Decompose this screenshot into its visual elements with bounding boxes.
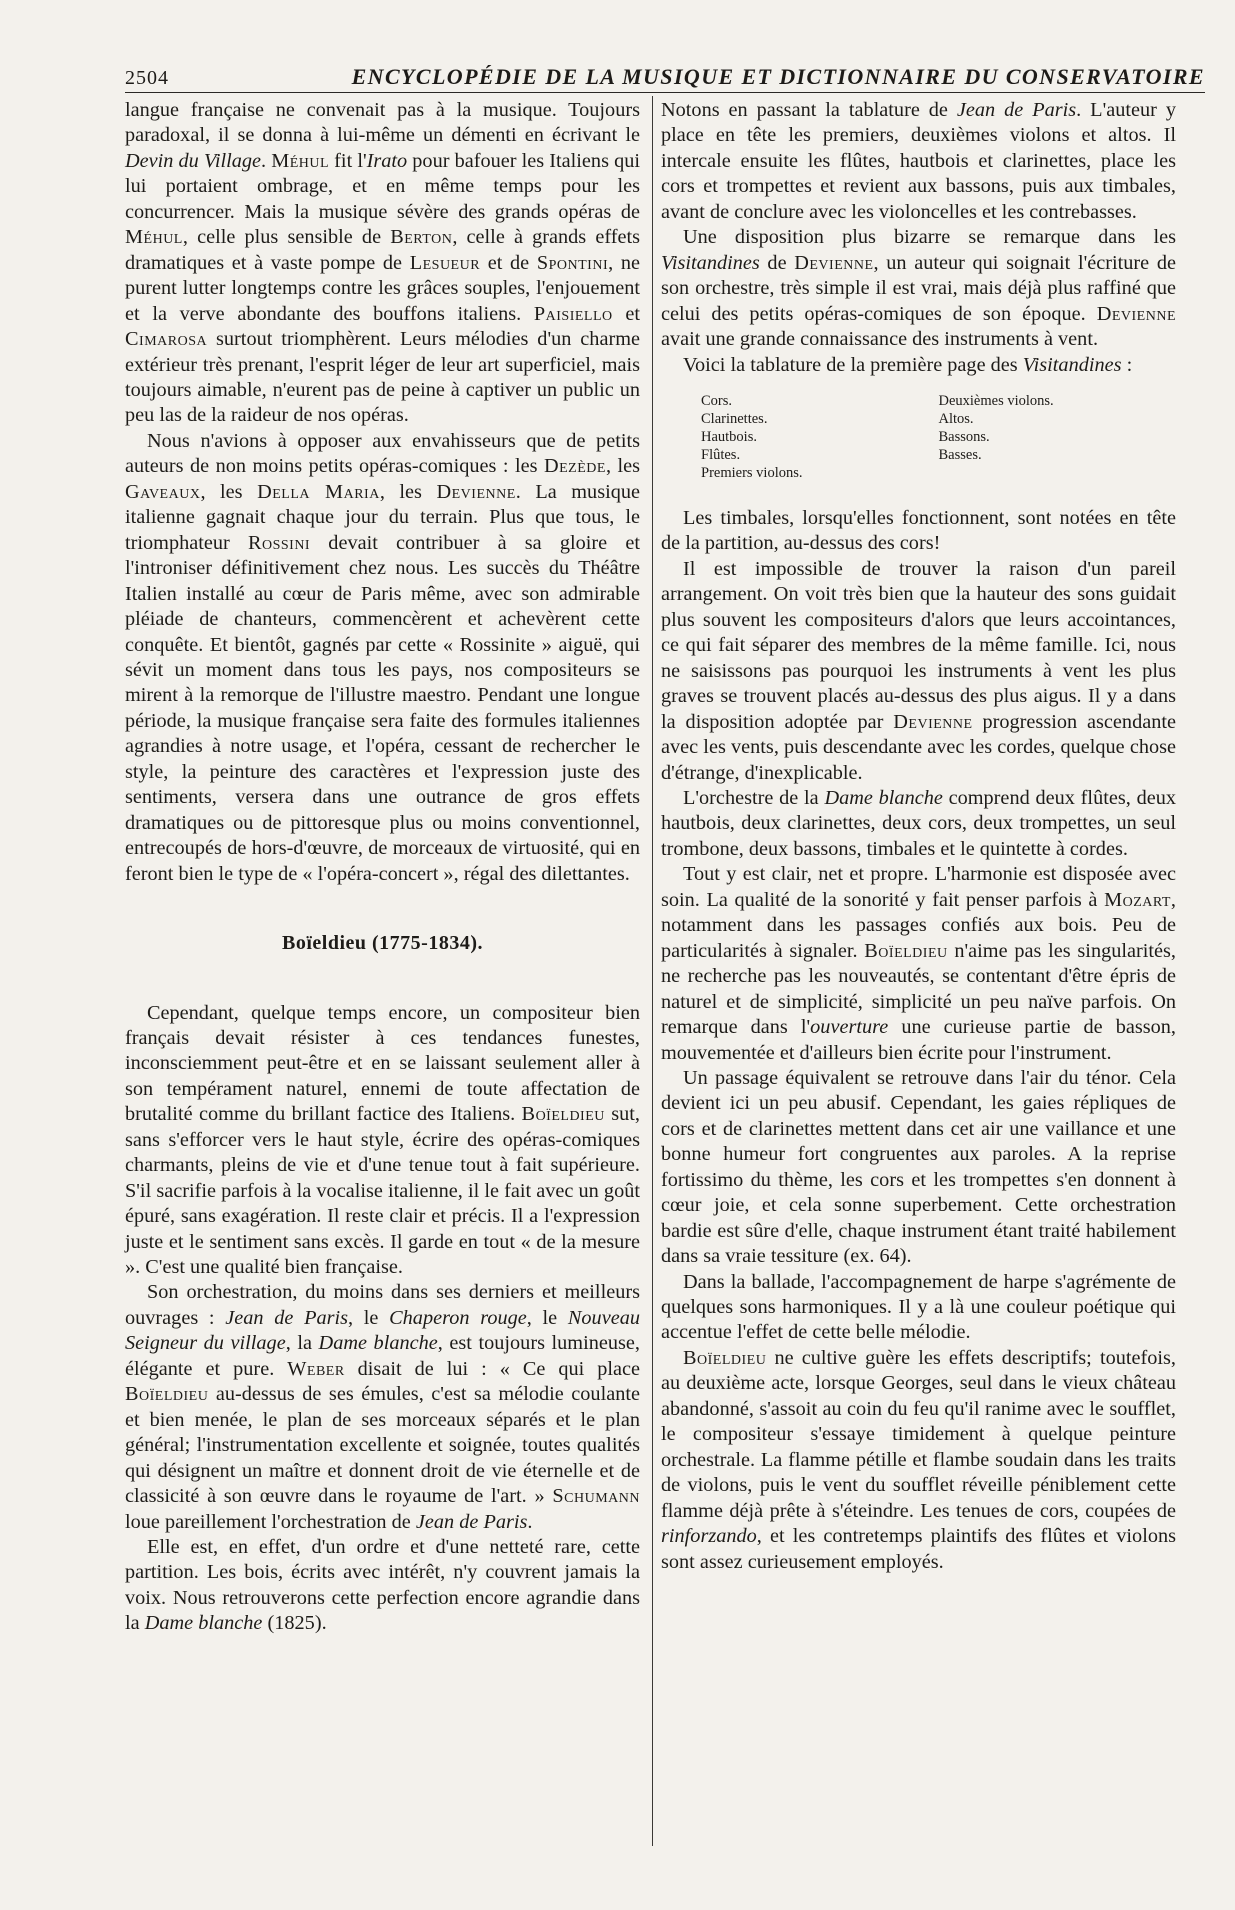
paragraph: L'orchestre de la Dame blanche comprend deux flûtes, deux hautbois, deux clarinettes, deux cors, deux trompettes, un seul trombone, deux bassons, timbales et le quintette à cordes. xyxy=(661,786,1176,860)
tablature-item: Hautbois. xyxy=(701,428,757,445)
paragraph: langue française ne convenait pas à la musique. Toujours paradoxal, il se donna à lui-même un démenti en écrivant le Devin du Village. Méhul fit l'Irato pour bafouer les Italiens qui lui portaient ombrage, et en même temps pour les concurrencer. Mais la musique sévère des grands opéras de Méhul, celle plus sensible de Berton, celle à grands effets dramatiques et à vaste pompe de Lesueur et de Spontini, ne purent lutter longtemps contre les grâces souples, l'enjouement et la verve abondante des bouffons italiens. Paisiello et Cimarosa surtout triomphèrent. Leurs mélodies d'un charme extérieur très prenant, l'esprit léger de leur art superficiel, mais toujours aimable, n'eurent pas de peine à captiver un public un peu las de la raideur de nos opéras. xyxy=(125,99,640,427)
tablature-list xyxy=(701,392,1176,482)
right-column xyxy=(661,98,1176,1575)
tablature-item: Basses. xyxy=(938,446,982,463)
tablature-item: Cors. xyxy=(701,392,733,409)
running-title: ENCYCLOPÉDIE DE LA MUSIQUE ET DICTIONNAIRE DU CONSERVATOIRE xyxy=(351,64,1205,89)
paragraph: Voici la tablature de la première page des Visitandines : xyxy=(683,353,1133,376)
paragraph: Boïeldieu ne cultive guère les effets descriptifs; toutefois, au deuxième acte, lorsque Georges, seul dans le vieux château abandonné, s'assoit au coin du feu qu'il ranime avec le soufflet, le compositeur s'essaye timidement à quelque peinture orchestrale. La flamme pétille et flambe soudain dans les traits de violons, puis le vent du soufflet réveille péniblement cette flamme déjà prête à s'éteindre. Les tenues de cors, coupées de rinforzando, et les contretemps plaintifs des flûtes et violons sont assez curieusement employés. xyxy=(661,1346,1176,1573)
paragraph: Les timbales, lorsqu'elles fonctionnent, sont notées en tête de la partition, au-dessus des cors! xyxy=(661,506,1176,555)
tablature-right-column xyxy=(939,392,1177,482)
paragraph: Elle est, en effet, d'un ordre et d'une netteté rare, cette partition. Les bois, écrits avec intérêt, n'y couvrent jamais la voix. Nous retrouverons cette perfection encore agrandie dans la Dame blanche (1825). xyxy=(125,1536,640,1635)
page-number: 2504 xyxy=(125,67,169,89)
paragraph: Une disposition plus bizarre se remarque dans les Visitandines de Devienne, un auteur qui soignait l'écriture de son orchestre, très simple il est vrai, mais déjà plus raffiné que celui des petits opéras-comiques de son époque. Devienne avait une grande connaissance des instruments à vent. xyxy=(661,226,1176,351)
tablature-item: Deuxièmes violons. xyxy=(938,392,1054,409)
column-divider xyxy=(652,96,653,1846)
paragraph: Il est impossible de trouver la raison d'un pareil arrangement. On voit très bien que la hauteur des sons guidait plus souvent les compositeurs d'alors que leurs accointances, ce qui fait séparer des membres de la même famille. Ici, nous ne saisissons pas pourquoi les instruments à vent les plus graves se trouvent placés au-dessus des plus aigus. Il y a dans la disposition adoptée par Devienne progression ascendante avec les vents, puis descendante avec les cordes, quelque chose d'étrange, d'inexplicable. xyxy=(661,557,1176,784)
section-heading: Boïeldieu (1775-1834). xyxy=(282,932,483,955)
tablature-item: Altos. xyxy=(938,410,974,427)
paragraph: Cependant, quelque temps encore, un compositeur bien français devait résister à ces tendances funestes, inconsciemment peut-être et en se laissant seulement aller à son tempérament naturel, ennemi de toute affectation de brutalité comme du brillant factice des Italiens. Boïeldieu sut, sans s'efforcer vers le haut style, écrire des opéras-comiques charmants, pleins de vie et d'une tenue tout à fait supérieure. S'il sacrifie parfois à la vocalise italienne, il le fait avec un goût épuré, sans exagération. Il reste clair et précis. Il a l'expression juste et le sentiment sans excès. Il garde en tout « de la mesure ». C'est une qualité bien française. xyxy=(125,1001,640,1279)
paragraph: Un passage équivalent se retrouve dans l'air du ténor. Cela devient ici un peu abusif. Cependant, les gaies répliques de cors et de clarinettes mettent dans cet air une vaillance et une bonne humeur fort congruentes aux paroles. A la reprise fortissimo du thème, les cors et les trompettes s'en donnent à cœur joie, et cela sonne superbement. Cette orchestration bardie est sûre d'elle, chaque instrument étant traité habilement dans sa vraie tessiture (ex. 64). xyxy=(661,1066,1176,1268)
tablature-item: Premiers violons. xyxy=(701,464,803,481)
page-header xyxy=(125,56,1205,93)
tablature-item: Flûtes. xyxy=(701,446,741,463)
tablature-item: Bassons. xyxy=(938,428,990,445)
left-column xyxy=(125,98,640,1637)
tablature-item: Clarinettes. xyxy=(701,410,768,427)
paragraph: Son orchestration, du moins dans ses derniers et meilleurs ouvrages : Jean de Paris, le Chaperon rouge, le Nouveau Seigneur du village, la Dame blanche, est toujours lumineuse, élégante et pure. Weber disait de lui : « Ce qui place Boïeldieu au-dessus de ses émules, c'est sa mélodie coulante et bien menée, le plan de ses morceaux séparés et le plan général; l'instrumentation excellente et soignée, toutes qualités qui désignent un maître et donnent droit de vie éternelle et de classicité à son œuvre dans le royaume de l'art. » Schumann loue pareillement l'orchestration de Jean de Paris. xyxy=(125,1281,641,1533)
paragraph: Notons en passant la tablature de Jean de Paris. L'auteur y place en tête les premiers, deuxièmes violons et altos. Il intercale ensuite les flûtes, hautbois et clarinettes, place les cors et trompettes et revient aux bassons, puis aux timbales, avant de conclure avec les violoncelles et les contrebasses. xyxy=(661,99,1176,223)
paragraph: Tout y est clair, net et propre. L'harmonie est disposée avec soin. La qualité de la sonorité y fait penser parfois à Mozart, notamment dans les passages confiés aux bois. Peu de particularités à signaler. Boïeldieu n'aime pas les singularités, ne recherche pas les nouveautés, se contentant d'être épris de naturel et de simplicité, simplicité un peu naïve parfois. On remarque dans l'ouverture une curieuse partie de basson, mouvementée et d'ailleurs bien écrite pour l'instrument. xyxy=(661,863,1176,1064)
tablature-left-column xyxy=(701,392,939,482)
paragraph: Nous n'avions à opposer aux envahisseurs que de petits auteurs de non moins petits opéras-comiques : les Dezède, les Gaveaux, les Della Maria, les Devienne. La musique italienne gagnait chaque jour du terrain. Plus que tous, le triomphateur Rossini devait contribuer à sa gloire et l'introniser définitivement chez nous. Les succès du Théâtre Italien installé au cœur de Paris même, avec son admirable pléiade de chanteurs, commencèrent et achevèrent cette conquête. Et bientôt, gagnés par cette « Rossinite » aiguë, qui sévit un moment dans tous les pays, nos compositeurs se mirent à la remorque de l'illustre maestro. Pendant une longue période, la musique française sera faite des formules italiennes agrandies à notre usage, et l'opéra, cessant de rechercher le style, la peinture des caractères et l'expression juste des sentiments, versera dans une outrance de gros effets dramatiques ou de pittoresque plus ou moins conventionnel, entrecoupés de hors-d'œuvre, de morceaux de virtuosité, qui en feront bien le type de « l'opéra-concert », régal des dilettantes. xyxy=(125,429,641,885)
paragraph: Dans la ballade, l'accompagnement de harpe s'agrémente de quelques sons harmoniques. Il y a là une couleur poétique qui accentue l'effet de cette belle mélodie. xyxy=(661,1270,1176,1344)
